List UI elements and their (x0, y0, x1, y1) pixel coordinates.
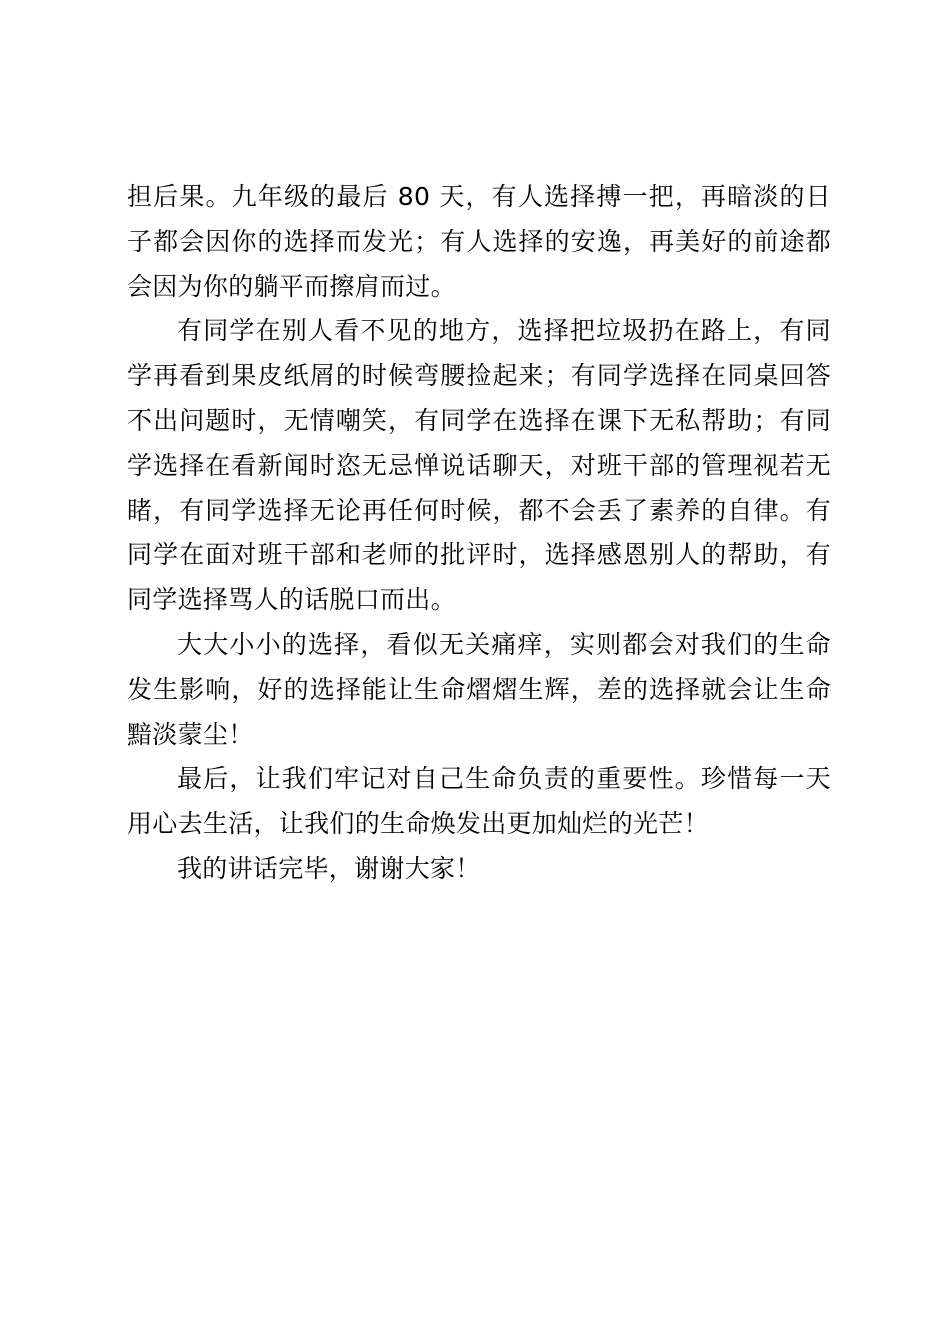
text-line: 同学在面对班干部和老师的批评时，选择感恩别人的帮助，有 (127, 540, 831, 570)
text-line: 睹，有同学选择无论再任何时候，都不会丢了素养的自律。有 (127, 495, 831, 525)
text-line: 学选择在看新闻时恣无忌惮说话聊天，对班干部的管理视若无 (127, 450, 831, 480)
text-line: 会因为你的躺平而擦肩而过。 (127, 271, 456, 301)
text-line: 用心去生活，让我们的生命焕发出更加灿烂的光芒！ (127, 809, 709, 839)
text-line: 学再看到果皮纸屑的时候弯腰捡起来；有同学选择在同桌回答 (127, 361, 831, 391)
paragraph-1 (127, 175, 831, 309)
text-line: 同学选择骂人的话脱口而出。 (127, 585, 456, 615)
paragraph-2 (127, 309, 831, 623)
text-line: 发生影响，好的选择能让生命熠熠生辉，差的选择就会让生命 (127, 674, 831, 704)
paragraph-4 (127, 757, 831, 847)
text-line: 担后果。九年级的最后 80 天，有人选择搏一把，再暗淡的日 (127, 182, 831, 211)
text-line: 不出问题时，无情嘲笑，有同学在选择在课下无私帮助；有同 (127, 405, 831, 435)
paragraph-3 (127, 623, 831, 757)
text-line: 大大小小的选择，看似无关痛痒，实则都会对我们的生命 (177, 629, 831, 659)
text-line: 子都会因你的选择而发光；有人选择的安逸，再美好的前途都 (127, 226, 831, 256)
text-line: 有同学在别人看不见的地方，选择把垃圾扔在路上，有同 (177, 316, 831, 346)
text-line: 我的讲话完毕，谢谢大家！ (177, 853, 481, 883)
text-line: 黯淡蒙尘！ (127, 719, 254, 749)
paragraph-5 (127, 847, 831, 892)
text-line: 最后，让我们牢记对自己生命负责的重要性。珍惜每一天 (177, 764, 831, 794)
speech-body (127, 175, 831, 892)
